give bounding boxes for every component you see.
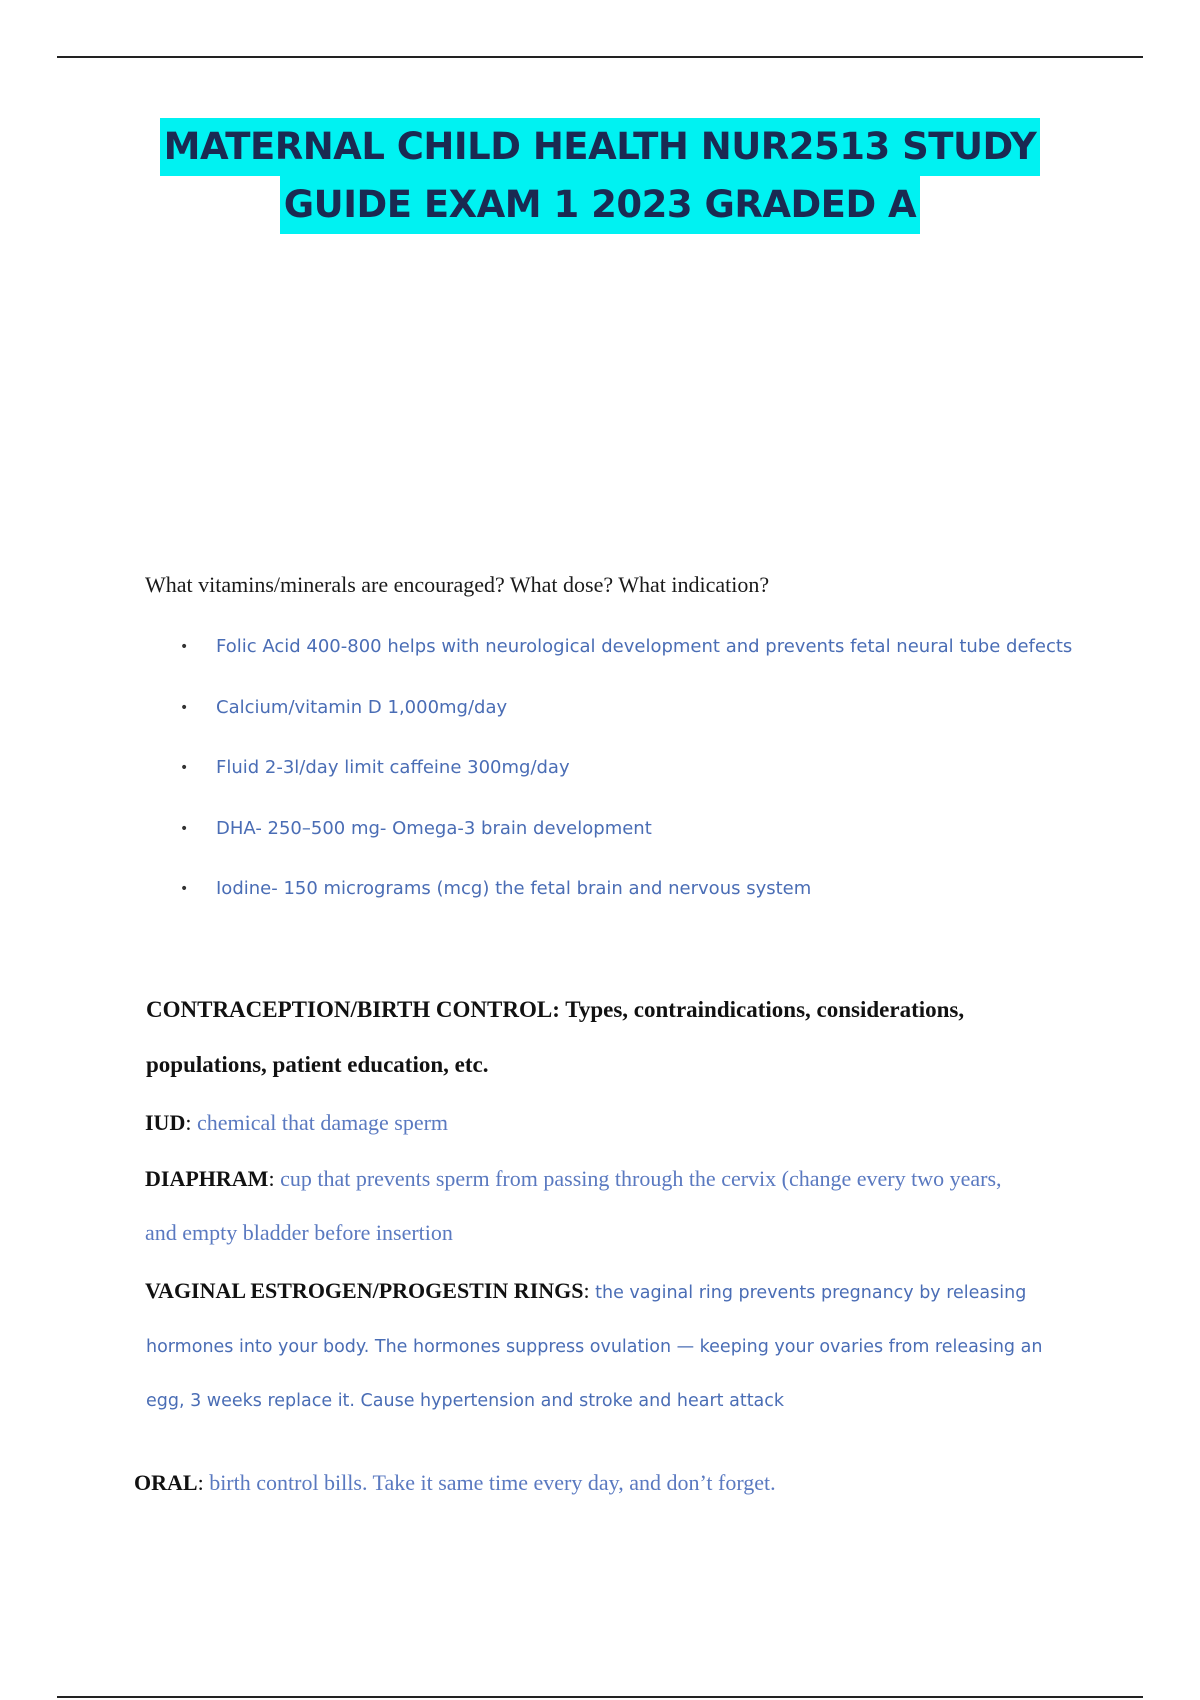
iud-colon: : [185,1110,192,1135]
rings-definition-line-2: hormones into your body. The hormones suppress ovulation — keeping your ovaries from releasing an [146,1337,1043,1357]
iud-term: IUD [145,1110,186,1135]
vitamins-list [180,632,1072,935]
bullet-icon: • [180,881,189,897]
rings-term: VAGINAL ESTROGEN/PROGESTIN RINGS [145,1278,584,1303]
document-title [0,118,1200,234]
iud-entry [145,1110,448,1136]
diaphram-definition-line-1: cup that prevents sperm from passing through the cervix (change every two years, [280,1166,1002,1191]
rings-entry [145,1278,1026,1304]
title-line-2: GUIDE EXAM 1 2023 GRADED A [280,176,920,234]
list-item [180,693,1072,754]
oral-colon: : [197,1470,204,1495]
rings-definition-line-1: the vaginal ring prevents pregnancy by releasing [595,1283,1027,1303]
list-item [180,753,1072,814]
rings-colon: : [583,1278,590,1303]
list-item-text: Iodine- 150 micrograms (mcg) the fetal brain and nervous system [216,878,812,899]
bullet-icon: • [180,639,189,655]
list-item [180,814,1072,875]
oral-entry [134,1470,776,1496]
title-line-1: MATERNAL CHILD HEALTH NUR2513 STUDY [160,118,1041,176]
vitamins-question: What vitamins/minerals are encouraged? What dose? What indication? [145,572,770,597]
list-item-text: Calcium/vitamin D 1,000mg/day [216,696,508,718]
top-rule [57,56,1143,58]
bullet-icon: • [180,760,189,776]
oral-term: ORAL [134,1470,198,1495]
iud-definition: chemical that damage sperm [196,1110,449,1135]
list-item [180,632,1072,693]
contraception-heading-line-1: CONTRACEPTION/BIRTH CONTROL: Types, contraindications, considerations, [146,997,965,1022]
list-item [180,874,1072,935]
oral-definition: birth control bills. Take it same time every day, and don’t forget. [209,1470,776,1495]
list-item-text: Fluid 2-3l/day limit caffeine 300mg/day [216,757,570,778]
bottom-rule [57,1696,1143,1698]
list-item-text: DHA- 250–500 mg- Omega-3 brain development [216,817,652,839]
contraception-heading-line-2: populations, patient education, etc. [146,1052,489,1077]
diaphram-term: DIAPHRAM [145,1166,269,1191]
diaphram-entry [145,1166,1002,1192]
diaphram-colon: : [268,1166,275,1191]
diaphram-definition-line-2: and empty bladder before insertion [145,1220,453,1245]
bullet-icon: • [180,699,189,716]
bullet-icon: • [180,820,189,837]
rings-definition-line-3: egg, 3 weeks replace it. Cause hypertension and stroke and heart attack [146,1391,785,1411]
list-item-text: Folic Acid 400-800 helps with neurological development and prevents fetal neural tube defects [216,636,1073,657]
